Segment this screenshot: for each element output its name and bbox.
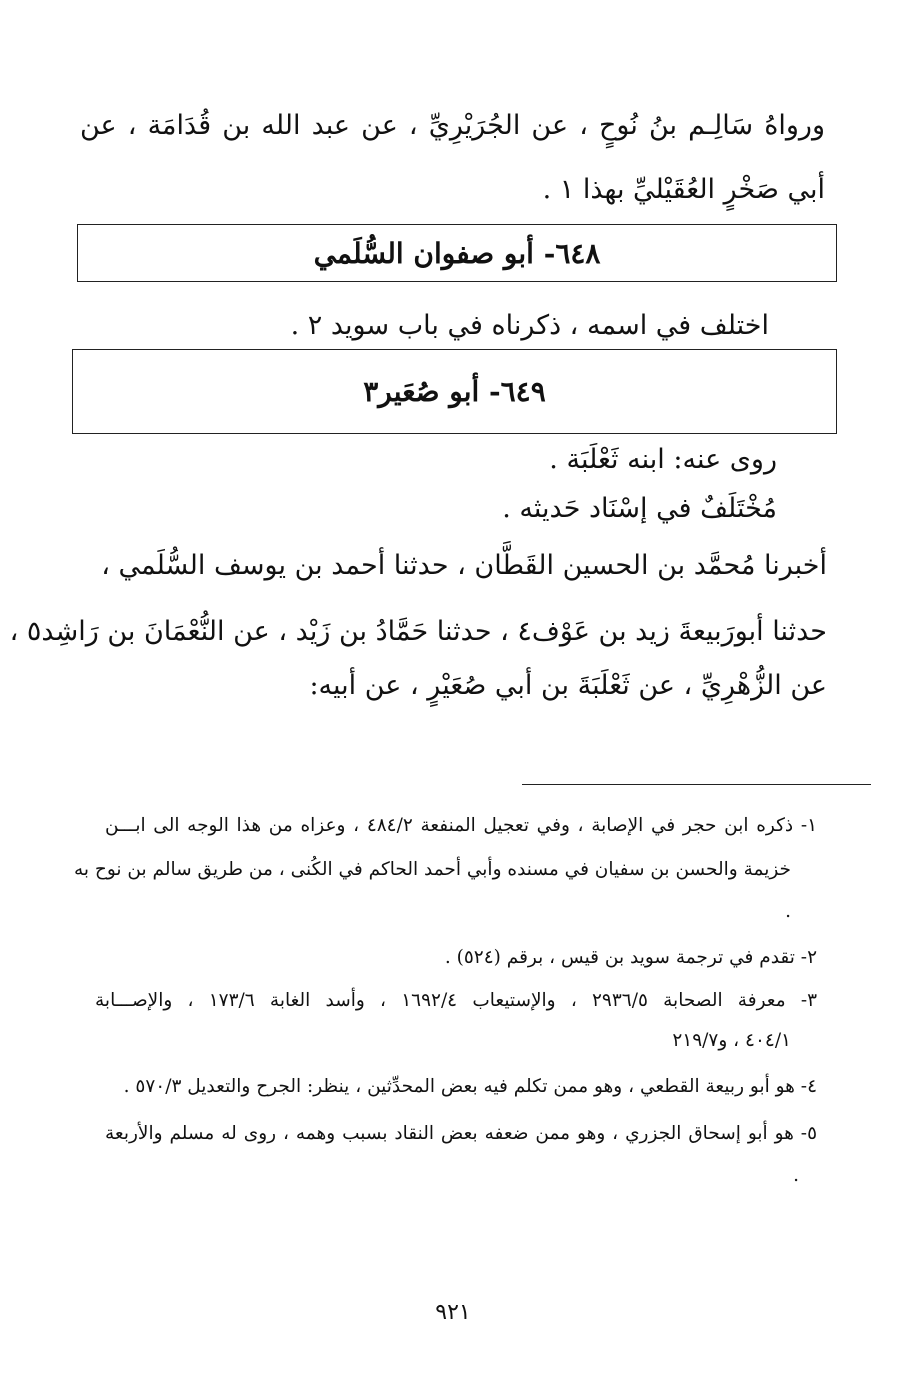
body-line: مُخْتَلَفٌ في إسْنَاد حَديثه . (502, 493, 777, 524)
footnote-line: ١- ذكره ابن حجر في الإصابة ، وفي تعجيل المنفعة ٤٨٤/٢ ، وعزاه من هذا الوجه الى ابـــن (105, 815, 818, 836)
entry-heading-box (77, 224, 837, 282)
body-line: أخبرنا مُحمَّد بن الحسين القَطَّان ، حدثنا أحمد بن يوسف السُّلَمي ، (101, 550, 827, 581)
entry-heading-box (72, 349, 837, 434)
footnote-line: . (785, 901, 791, 922)
footnote-line: ٥- هو أبو إسحاق الجزري ، وهو ممن ضعفه بعض النقاد بسبب وهمه ، روى له مسلم والأربعة (105, 1123, 817, 1144)
body-line: ورواهُ سَالِـم بنُ نُوحٍ ، عن الجُرَيْرِيِّ ، عن عبد الله بن قُدَامَة ، عن (80, 110, 825, 141)
body-line: عن الزُّهْرِيِّ ، عن ثَعْلَبَةَ بن أبي صُعَيْرٍ ، عن أبيه: (309, 670, 827, 701)
entry-text: اختلف في اسمه ، ذكرناه في باب سويد ٢ . (290, 310, 769, 341)
footnote-separator (522, 784, 871, 785)
footnote-line: ٣- معرفة الصحابة ٢٩٣٦/٥ ، والإستيعاب ١٦٩٢/٤ ، وأسد الغابة ١٧٣/٦ ، والإصـــابة (95, 990, 818, 1011)
page-number: ٩٢١ (435, 1300, 471, 1325)
entry-heading: ٦٤٩- أبو صُعَير٣ (363, 375, 546, 408)
body-line: أبي صَخْرٍ العُقَيْليِّ بهذا ١ . (542, 174, 825, 205)
entry-heading: ٦٤٨- أبو صفوان السُّلَمي (313, 236, 601, 270)
body-line: روى عنه: ابنه ثَعْلَبَة . (549, 444, 777, 475)
body-line: حدثنا أبورَبيعةَ زيد بن عَوْف٤ ، حدثنا حَمَّادُ بن زَيْد ، عن النُّعْمَانَ بن رَاشِد٥ ، (9, 616, 827, 647)
footnote-line: . (793, 1165, 799, 1186)
footnote-line: ٤- هو أبو ربيعة القطعي ، وهو ممن تكلم فيه بعض المحدِّثين ، ينظر: الجرح والتعديل ٥٧٠/٣ . (123, 1076, 817, 1097)
footnote-line: خزيمة والحسن بن سفيان في مسنده وأبي أحمد الحاكم في الكُنى ، من طريق سالم بن نوح به (73, 859, 791, 880)
footnote-line: ٤٠٤/١ ، و٢١٩/٧ (672, 1030, 791, 1051)
footnote-line: ٢- تقدم في ترجمة سويد بن قيس ، برقم (٥٢٤) . (444, 947, 817, 968)
